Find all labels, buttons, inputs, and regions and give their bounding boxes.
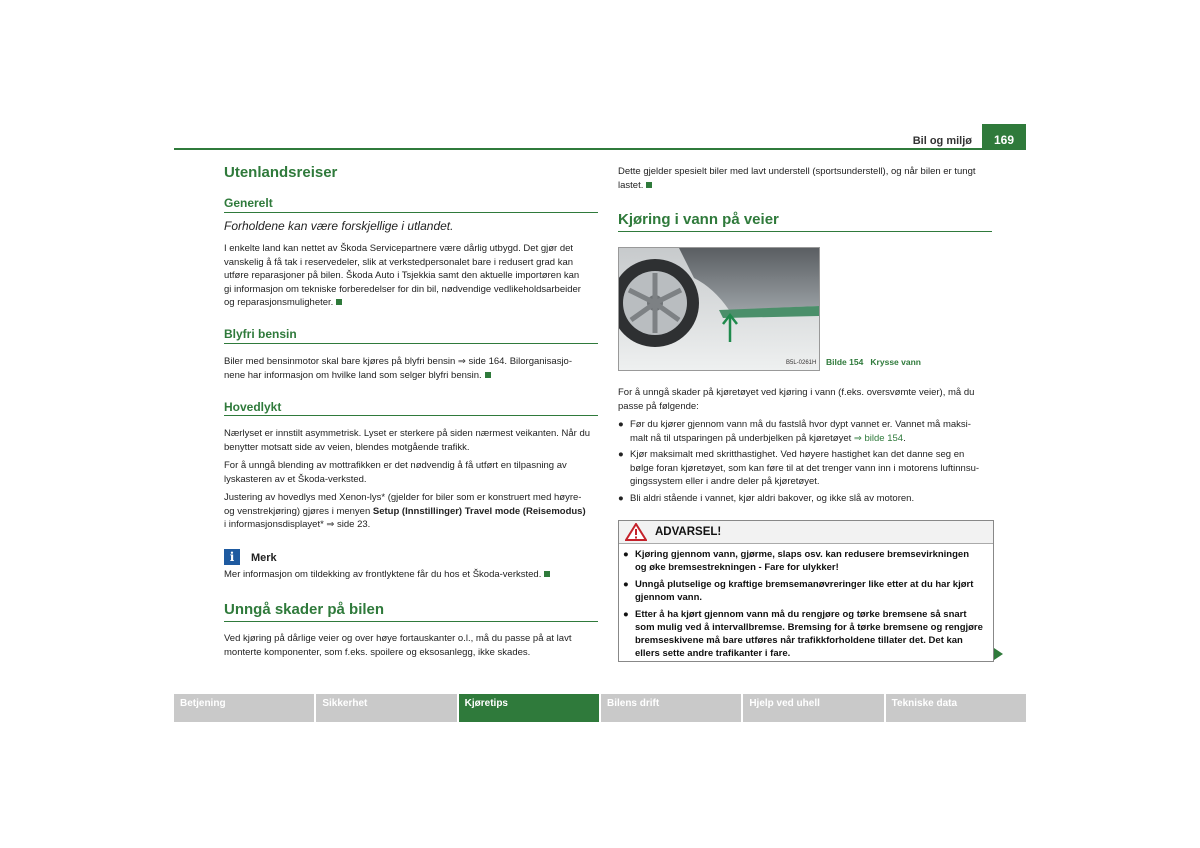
water-paragraph: For å unngå skader på kjøretøyet ved kjøring i vann (f.eks. oversvømte veier), må du passe på følgende:: [618, 387, 975, 412]
rule-hovedlykt: [224, 415, 598, 416]
note-label: Merk: [251, 552, 277, 564]
end-marker: [336, 299, 342, 305]
tab-tekniske-data[interactable]: Tekniske data: [886, 694, 1026, 722]
heading-blyfri-bensin: Blyfri bensin: [224, 327, 297, 341]
tab-bilens-drift[interactable]: Bilens drift: [601, 694, 741, 722]
heading-hovedlykt: Hovedlykt: [224, 400, 282, 414]
warning-body: [619, 544, 993, 660]
rule-generelt: [224, 212, 598, 213]
blyfri-paragraph: Biler med bensinmotor skal bare kjøres på blyfri bensin ⇒ side 164. Bilorganisasjo- nene har informasjon om hvilke land som selger blyfri bensin.: [224, 356, 573, 381]
rule-skader: [224, 621, 598, 622]
chapter-nav: [174, 694, 1026, 722]
end-marker: [646, 182, 652, 188]
heading-kjoring-i-vann: Kjøring i vann på veier: [618, 211, 779, 228]
figure-link[interactable]: ⇒ bilde 154: [853, 432, 904, 444]
generelt-paragraph: I enkelte land kan nettet av Škoda Servicepartnere være dårlig utbygd. Det gjør det vanskelig å få tak i reservedeler, slik at verkstedpersonalet bare i redusert grad kan utføre reparasjoner på bilen. Škoda Auto i Tsjekkia samt den aktuelle importøren kan gi informasjon om tekniske forberedelser for din bil, nødvendige vedlikeholdsarbeider og reparasjonsmuligheter.: [224, 243, 581, 308]
figure-crossing-water: [618, 247, 820, 371]
list-item: ● Kjør maksimalt med skritthastighet. Ved høyere hastighet kan det danne seg en bølge foran kjøretøyet, som kan føre til at det trenger vann inn i motorens luftinnsu- gingssystem eller i andre deler på kjøretøyet.: [618, 449, 980, 487]
warning-item: ● Etter å ha kjørt gjennom vann må du rengjøre og tørke bremsene så snart som mulig ved å intervallbremse. Bremsing for å tørke bremsene og rengjøre bremseskivene må bare utføres når trafikkforholdene tillater det. Det kan ellers sette andre trafikanter i fare.: [623, 609, 983, 659]
note-text: Mer informasjon om tildekking av frontlyktene får du hos et Škoda-verksted.: [224, 568, 604, 582]
car-wheel-illustration: [619, 248, 819, 370]
figure-caption: Bilde 154 Krysse vann: [826, 357, 921, 367]
list-item: ● Før du kjører gjennom vann må du fastslå hvor dypt vannet er. Vannet må maksi- malt nå til utsparingen på underbjelken på kjøretøyet ⇒ bilde 154.: [618, 419, 971, 444]
warning-box: [618, 520, 994, 662]
end-marker: [485, 372, 491, 378]
rule-blyfri: [224, 343, 598, 344]
tab-betjening[interactable]: Betjening: [174, 694, 314, 722]
heading-unnga-skader: Unngå skader på bilen: [224, 601, 385, 618]
tab-hjelp-ved-uhell[interactable]: Hjelp ved uhell: [743, 694, 883, 722]
end-marker: [544, 571, 550, 577]
list-item: ● Bli aldri stående i vannet, kjør aldri bakover, og ikke slå av motoren.: [618, 492, 915, 504]
tab-kjoretips[interactable]: Kjøretips: [459, 694, 599, 722]
section-title: Bil og miljø: [912, 135, 972, 147]
rule-kjoring: [618, 231, 992, 232]
header-rule: [174, 148, 1026, 150]
warning-title: ADVARSEL!: [655, 526, 722, 538]
warning-triangle-icon: [625, 523, 647, 541]
heading-utenlandsreiser: Utenlandsreiser: [224, 164, 338, 181]
page-number: 169: [982, 124, 1026, 150]
water-bullets: [618, 418, 998, 505]
warning-header: [619, 521, 993, 544]
heading-generelt: Generelt: [224, 196, 273, 210]
skader-paragraph: Ved kjøring på dårlige veier og over høye fortauskanter o.l., må du passe på at lavt monterte komponenter, som f.eks. spoilere og eksosanlegg, ikke skades.: [224, 633, 572, 658]
hovedlykt-text: Nærlyset er innstilt asymmetrisk. Lyset er sterkere på siden nærmest veikanten. Når du benytter motsatt side av veien, blendes motgående trafikk. For å unngå blending av mottrafikken er det nødvendig å få utført en tilpasning av lyskasteren av et Škoda-verksted. Justering av hovedlys med Xenon-lys* (gjelder for biler som er konstruert med høyre- og venstrekjøring) gjøres i menyen Setup (Innstillinger) Travel mode (Reisemodus) i informasjonsdisplayet* ⇒ side 23.: [224, 428, 591, 530]
figure-code: B5L-0261H: [786, 360, 817, 366]
info-icon: i: [224, 549, 240, 565]
warning-item: ● Unngå plutselige og kraftige bremsemanøvreringer like etter at du har kjørt gjennom vann.: [623, 579, 974, 603]
tab-sikkerhet[interactable]: Sikkerhet: [316, 694, 456, 722]
warning-item: ● Kjøring gjennom vann, gjørme, slaps osv. kan redusere bremsevirkningen og øke bremsestrekningen - Fare for ulykker!: [623, 549, 970, 573]
right-intro: Dette gjelder spesielt biler med lavt understell (sportsunderstell), og når bilen er tungt lastet.: [618, 166, 976, 191]
generelt-intro: Forholdene kan være forskjellige i utlandet.: [224, 219, 454, 233]
continue-arrow-icon: [994, 648, 1003, 660]
